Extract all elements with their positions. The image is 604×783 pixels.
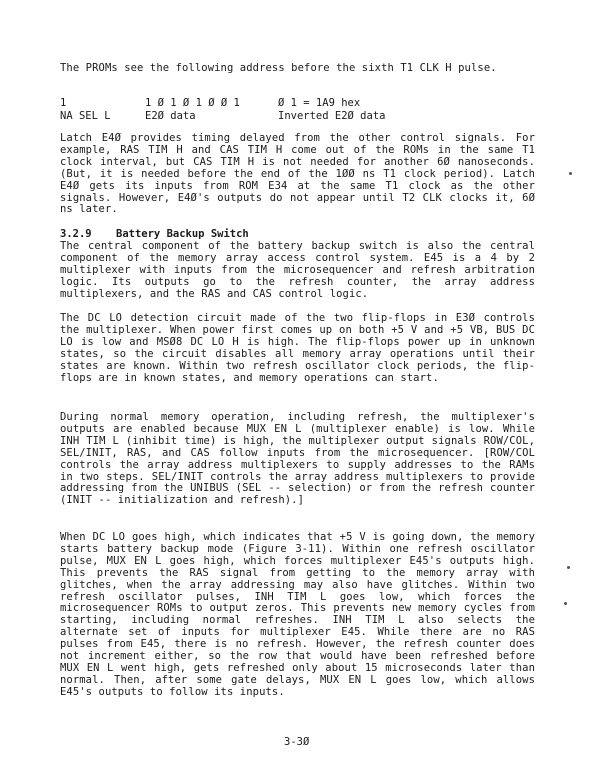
section-title: Battery Backup Switch: [116, 228, 249, 240]
scan-speck: [564, 602, 567, 605]
normal-operation-paragraph: During normal memory operation, including refresh, the multiplexer's outputs are enabled because MUX EN L (multiplexer enable) is low. While INH TIM L (inhibit time) is high, the multiplexer output signals ROW/COL, SEL/INIT, RAS, and CAS follow inputs from the microsequencer. [ROW/COL controls the array address multiplexers to supply addresses to the RAMs in two steps. SEL/INIT controls the array address multiplexers to provide addressing from the UNIBUS (SEL -- selection) or from the refresh counter (INIT -- initialization and refresh).]: [60, 411, 535, 507]
table-row2-col2: E2Ø data: [145, 110, 196, 122]
dclo-paragraph: The DC LO detection circuit made of the two flip-flops in E3Ø controls the multiplexer. When power first comes up on both +5 V and +5 VB, BUS DC LO is low and MSØ8 DC LO H is high. The flip-flops power up in unknown states, so the circuit disables all memory array operations until their states are known. Within two refresh oscillator clock periods, the flip-flops are in known states, and memory operations can start.: [60, 312, 535, 384]
page-number: 3-3Ø: [284, 736, 310, 748]
battery-paragraph: The central component of the battery backup switch is also the central component of the memory array access control system. E45 is a 4 by 2 multiplexer with inputs from the microsequencer and refresh arbitration logic. Its outputs go to the refresh counter, the array address multiplexers, and the RAS and CAS control logic.: [60, 240, 535, 300]
table-row2-col3: Inverted E2Ø data: [278, 110, 386, 122]
table-row1-col1: 1: [60, 97, 67, 109]
table-row1-col3: Ø 1 = 1A9 hex: [278, 97, 361, 109]
section-number: 3.2.9: [60, 228, 92, 240]
scan-speck: [569, 172, 572, 175]
table-row1-col2: 1 Ø 1 Ø 1 Ø Ø 1: [145, 97, 240, 109]
table-row2-col1: NA SEL L: [60, 110, 111, 122]
battery-backup-paragraph: When DC LO goes high, which indicates that +5 V is going down, the memory starts battery backup mode (Figure 3-11). Within one refresh oscillator pulse, MUX EN L goes high, which forces multiplexer E45's outputs high. This prevents the RAS signal from getting to the memory array with glitches, when the array addressing may also have glitches. Within two refresh oscillator pulses, INH TIM L goes low, which forces the microsequencer ROMs to output zeros. This prevents new memory cycles from starting, including normal refreshes. INH TIM L also selects the alternate set of inputs for multiplexer E45. While there are no RAS pulses from E45, there is no refresh. However, the refresh counter does not increment either, so the row that would have been refreshed before MUX EN L went high, gets refreshed only about 15 microseconds later than normal. Then, after some gate delays, MUX EN L goes low, which allows E45's outputs to follow its inputs.: [60, 531, 535, 698]
intro-paragraph: The PROMs see the following address before the sixth T1 CLK H pulse.: [60, 62, 497, 74]
latch-paragraph: Latch E4Ø provides timing delayed from the other control signals. For example, RAS TIM H and CAS TIM H come out of the ROMs in the same T1 clock interval, but CAS TIM H is not needed for another 6Ø nanoseconds. (But, it is needed before the end of the 1ØØ ns T1 clock period). Latch E4Ø gets its inputs from ROM E34 at the same T1 clock as the other signals. However, E4Ø's outputs do not appear until T2 CLK clocks it, 6Ø ns later.: [60, 132, 535, 216]
scan-speck: [567, 566, 570, 569]
